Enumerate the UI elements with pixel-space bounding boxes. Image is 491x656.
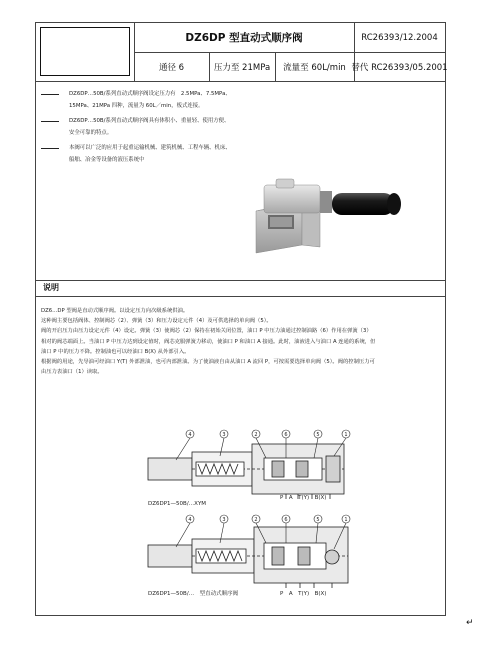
description-line: 由压力表油口（1）读取。 <box>41 369 103 376</box>
bullet-dash <box>41 121 59 122</box>
section-title: 说明 <box>43 283 59 292</box>
replaces-document: 替代 RC26393/05.2001 <box>351 62 448 73</box>
callout-label: 1 <box>344 517 348 523</box>
logo-box <box>40 27 130 76</box>
nominal-size: 通径 6 <box>158 62 185 73</box>
paragraph-mark: ↵ <box>466 618 474 628</box>
feature-text: DZ6DP…50B/系列直动式顺序阀具有体积小、重量轻、使用方便、 <box>69 118 230 124</box>
feature-list <box>41 89 281 166</box>
document-frame <box>35 22 446 616</box>
feature-item <box>41 89 281 112</box>
description-line: 相对的阀芯端面上。当油口 P 中压力达到设定值时，阀芯克服弹簧力移动，使油口 P 和油口 A 接通。此时，油液进入与油口 A 连通的系统，但 <box>41 338 376 345</box>
max-flow: 流量至 60L/min <box>283 62 346 73</box>
callout-label: 6 <box>284 517 288 523</box>
description-line: 根据阀的用途，先导油可经油口 Y(T) 外部泄油，也可内部泄油。为了使油液自由从油口 A 流回 P，可按需要选择单向阀（5）。阀的控制压力可 <box>41 359 375 366</box>
callout-label: 5 <box>316 432 320 438</box>
feature-text: 安全可靠的特点。 <box>69 129 113 136</box>
diagram-1-ports: P A T(Y) B(X) <box>280 495 327 501</box>
callout-label: 3 <box>222 432 226 438</box>
callout-label: 4 <box>188 517 192 523</box>
bullet-dash <box>41 94 59 95</box>
page-title: DZ6DP 型直动式顺序阀 <box>185 32 303 44</box>
section-divider <box>36 280 445 281</box>
max-pressure: 压力至 21MPa <box>213 62 271 73</box>
callout-label: 6 <box>284 432 288 438</box>
feature-item <box>41 116 281 139</box>
callout-label: 1 <box>344 432 348 438</box>
description-line: 油口 P 中的压力不降。控制油也可以经油口 B(X) 从外部引入。 <box>41 348 190 355</box>
feature-text: 本阀可以广泛的应用于起重运输机械、建筑机械、工程车辆、机床、 <box>69 145 231 151</box>
sectional-diagram-2 <box>136 513 366 589</box>
callout-label: 2 <box>254 432 258 438</box>
description-text <box>41 306 441 377</box>
feature-text: 船舶、冶金等设备的液压系统中 <box>69 156 145 163</box>
description-line: DZ6…DP 型阀是直动式顺序阀。以设定压力向次级系统供油。 <box>41 308 189 314</box>
diagram-2-ports: P A T(Y) B(X) <box>280 591 327 597</box>
callout-label: 4 <box>188 432 192 438</box>
bullet-dash <box>41 148 59 149</box>
diagram-2-caption: DZ6DP1—50B/… 型直动式顺序阀 <box>148 591 239 597</box>
document-number: RC26393/12.2004 <box>361 32 438 43</box>
callout-label: 3 <box>222 517 226 523</box>
sectional-diagram-1 <box>136 428 366 500</box>
feature-text: DZ6DP…50B/系列直动式顺序阀设定压力有 2.5MPa、7.5MPa、 <box>69 91 231 97</box>
section-divider <box>36 296 445 297</box>
description-line: 这种阀主要包括阀体、控制阀芯（2）、弹簧（3）和压力设定元件（4）及可供选择的单向阀（5）。 <box>41 318 272 325</box>
description-line: 阀的开启压力由压力设定元件（4）设定。弹簧（3）使阀芯（2）保持在初始关闭位置，油口 P 中压力油通过控制油路（6）作用在弹簧（3） <box>41 328 372 335</box>
diagram-1-caption: DZ6DP1—50B/…XYM <box>148 501 207 507</box>
callout-label: 5 <box>316 517 320 523</box>
valve-product-photo <box>216 163 416 263</box>
header-table <box>36 23 448 82</box>
feature-text: 15MPa、21MPa 四种，流量为 60L／min，板式连接。 <box>69 102 204 109</box>
callout-label: 2 <box>254 517 258 523</box>
